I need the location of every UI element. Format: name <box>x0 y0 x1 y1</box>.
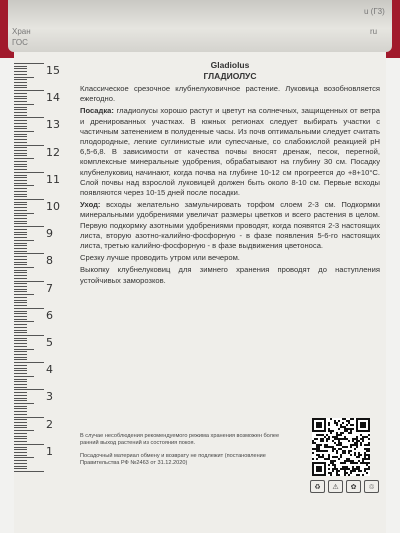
care-paragraph <box>80 200 380 251</box>
ruler-tick <box>14 436 27 437</box>
ruler-number: 15 <box>46 64 60 77</box>
care-text: всходы желательно замульчировать торфом слоем 2-3 см. Подкормки минеральными удобрениями увеличат размеры цветков и всего растения в целом. Первую подкормку азотными удобрениями проводят, когда появятся 2-3 настоящих листа, вторую азотно-калийно-фосфорную - в фазе появления 5-6-го настоящих листа, третью калийно-фосфорную - в фазе выдвижения цветоноса. <box>80 200 380 251</box>
title-latin: Gladiolus <box>210 60 250 70</box>
ruler-tick <box>14 414 27 415</box>
qr-code <box>312 418 370 476</box>
planting-text: гладиолусы хорошо растут и цветут на солнечных, защищенных от ветра и дренированных участках. В южных регионах следует выбирать участки с частичным затенением в полуденные часы. Из почв оптимальными следует считать плодородные, легкие суглинистые или супесчаные, со слабокислой реакцией рН 6,5-6,8. В зависимости от качества почвы вносят дренаж, песок, перегной, комплексные минеральные удобрения, обрабатывают на глубину 30 см. Посадку клубнелуковиц начинают, когда почва на глубине 10-12 см прогреется до +8+10°C. Слой почвы над взрослой луковицей должен быть около 8-10 см. Первые всходы появляются через 10-15 дней после посадки. <box>80 106 380 198</box>
ruler-tick <box>14 256 27 257</box>
ruler-tick <box>14 392 27 393</box>
ruler-tick <box>14 142 27 143</box>
ruler-tick <box>14 202 27 203</box>
intro-paragraph: Классическое срезочное клубнелуковичное растение. Луковица возобновляется ежегодно. <box>80 84 380 104</box>
ruler-tick <box>14 161 27 162</box>
ruler-tick <box>14 101 27 102</box>
ruler-tick <box>14 85 27 86</box>
ruler-tick <box>14 272 27 273</box>
ruler-tick <box>14 419 27 420</box>
ruler-tick <box>14 229 27 230</box>
ruler-tick <box>14 199 44 200</box>
ruler-tick <box>14 218 27 219</box>
ruler-tick <box>14 226 44 227</box>
ruler-tick <box>14 321 34 322</box>
ruler-tick <box>14 120 27 121</box>
ruler-tick <box>14 155 27 156</box>
ruler-tick <box>14 123 27 124</box>
ruler-tick <box>14 66 27 67</box>
ruler-tick <box>14 433 27 434</box>
ruler-tick <box>14 164 27 165</box>
ruler-number: 14 <box>46 91 60 105</box>
ruler-number: 12 <box>46 145 60 159</box>
ruler-tick <box>14 302 27 303</box>
ruler-tick <box>14 340 27 341</box>
ruler-tick <box>14 471 44 472</box>
ruler-number: 5 <box>46 336 53 349</box>
ruler-tick <box>14 68 27 69</box>
top-left-text-2: ГОС <box>12 38 28 47</box>
ruler-tick <box>14 379 27 380</box>
ruler-tick <box>14 175 27 176</box>
ruler-tick <box>14 400 27 401</box>
ruler-tick <box>14 215 27 216</box>
ruler-tick <box>14 104 34 105</box>
ruler-tick <box>14 172 44 173</box>
ruler-tick <box>14 438 27 439</box>
ruler-tick <box>14 126 27 127</box>
ruler-tick <box>14 177 27 178</box>
ruler-tick <box>14 115 27 116</box>
recycle-icon: ♻ <box>310 480 325 493</box>
ruler-tick <box>14 373 27 374</box>
ruler-tick <box>14 359 27 360</box>
ruler-tick <box>14 87 27 88</box>
ruler-tick <box>14 357 27 358</box>
ruler-tick <box>14 351 27 352</box>
ruler-number: 6 <box>46 308 53 322</box>
ruler-tick <box>14 324 27 325</box>
ruler-tick <box>14 327 27 328</box>
ruler-tick <box>14 213 34 214</box>
ruler-tick <box>14 381 27 382</box>
ruler-tick <box>14 278 27 279</box>
ruler-tick <box>14 422 27 423</box>
ruler-tick <box>14 267 34 268</box>
ruler-tick <box>14 368 27 369</box>
ruler-tick <box>14 283 27 284</box>
ruler-tick <box>14 79 27 80</box>
ruler-tick <box>14 427 27 428</box>
ruler-tick <box>14 183 27 184</box>
ruler-tick <box>14 82 27 83</box>
cut-paragraph: Срезку лучше проводить утром или вечером. <box>80 253 240 263</box>
ruler-tick <box>14 112 27 113</box>
qr-code-graphic <box>312 418 370 476</box>
ruler-tick <box>14 109 27 110</box>
ruler-tick <box>14 63 44 64</box>
packet-top-band <box>0 0 400 58</box>
ruler-tick <box>14 270 27 271</box>
ruler-tick <box>14 286 27 287</box>
ruler-tick <box>14 365 27 366</box>
ruler-tick <box>14 291 27 292</box>
ruler-tick <box>14 463 27 464</box>
ruler-tick <box>14 417 44 418</box>
ruler-tick <box>14 221 27 222</box>
storage-note: В случае несоблюдения рекомендуемого режима хранения возможен более ранний выход растений из состояния покоя. <box>80 433 280 447</box>
ruler-number: 7 <box>46 281 53 295</box>
top-right-text-2: ru <box>370 27 378 36</box>
ruler-tick <box>14 281 44 282</box>
ruler-tick <box>14 338 27 339</box>
ruler-tick <box>14 234 27 235</box>
ruler-tick <box>14 169 27 170</box>
ruler-tick <box>14 245 27 246</box>
ruler-tick <box>14 240 34 241</box>
ruler-tick <box>14 457 34 458</box>
flower-icon: ✿ <box>346 480 361 493</box>
ruler-tick <box>14 223 27 224</box>
ruler-tick <box>14 150 27 151</box>
packet-window <box>8 0 392 52</box>
ruler-tick <box>14 275 27 276</box>
ruler-tick <box>14 191 27 192</box>
certification-badges <box>297 480 379 494</box>
ruler-tick <box>14 289 27 290</box>
ruler-tick <box>14 294 34 295</box>
ruler-tick <box>14 262 27 263</box>
ruler-tick <box>14 74 27 75</box>
ruler-tick <box>14 370 27 371</box>
recycle-alt-icon: ♲ <box>364 480 379 493</box>
ruler-tick <box>14 406 27 407</box>
footer-notes <box>80 433 295 473</box>
ruler-number: 8 <box>46 254 53 268</box>
ruler-tick <box>14 411 27 412</box>
ruler-tick <box>14 332 27 333</box>
ruler-tick <box>14 264 27 265</box>
instructions-text <box>80 60 380 288</box>
ruler-tick <box>14 251 27 252</box>
ruler-tick <box>14 134 27 135</box>
ruler-tick <box>14 107 27 108</box>
ruler-tick <box>14 319 27 320</box>
ruler-tick <box>14 466 27 467</box>
ruler-tick <box>14 452 27 453</box>
ruler-tick <box>14 117 44 118</box>
ruler-tick <box>14 398 27 399</box>
top-right-text-1: u (Г3) <box>364 7 385 16</box>
ruler-number: 13 <box>46 118 60 132</box>
ruler-tick <box>14 248 27 249</box>
ruler-tick <box>14 444 44 445</box>
ruler-tick <box>14 166 27 167</box>
ruler-tick <box>14 232 27 233</box>
ruler-number: 1 <box>46 444 53 458</box>
ruler-scale <box>14 58 64 478</box>
ruler-tick <box>14 425 27 426</box>
ruler-tick <box>14 346 27 347</box>
ruler-tick <box>14 305 27 306</box>
ruler-tick <box>14 308 44 309</box>
ruler-tick <box>14 408 27 409</box>
ruler-tick <box>14 297 27 298</box>
ruler-tick <box>14 253 44 254</box>
ruler-tick <box>14 387 27 388</box>
ruler-number: 2 <box>46 417 53 431</box>
ruler-tick <box>14 98 27 99</box>
ruler-tick <box>14 447 27 448</box>
title-russian: ГЛАДИОЛУС <box>203 71 257 81</box>
planting-label: Посадка: <box>80 106 114 116</box>
ruler-tick <box>14 354 27 355</box>
ruler-tick <box>14 455 27 456</box>
ruler-number: 3 <box>46 390 53 404</box>
ruler-tick <box>14 194 27 195</box>
care-label: Уход: <box>80 200 101 210</box>
dig-paragraph: Выкопку клубнелуковиц для зимнего хранения проводят до наступления устойчивых заморозков. <box>80 265 380 285</box>
ruler-tick <box>14 158 34 159</box>
ruler-tick <box>14 300 27 301</box>
ruler-tick <box>14 468 27 469</box>
ruler-tick <box>14 311 27 312</box>
ruler-tick <box>14 136 27 137</box>
ruler-tick <box>14 147 27 148</box>
ruler-tick <box>14 403 34 404</box>
ruler-tick <box>14 153 27 154</box>
ruler-tick <box>14 96 27 97</box>
ruler-tick <box>14 90 44 91</box>
ruler-tick <box>14 349 34 350</box>
ruler-tick <box>14 131 34 132</box>
warning-icon: ⚠ <box>328 480 343 493</box>
ruler-number: 10 <box>46 200 60 213</box>
ruler-tick <box>14 93 27 94</box>
ruler-tick <box>14 77 34 78</box>
ruler-tick <box>14 343 27 344</box>
ruler-tick <box>14 188 27 189</box>
ruler-number: 4 <box>46 363 53 377</box>
ruler-tick <box>14 384 27 385</box>
ruler-number: 11 <box>46 172 60 186</box>
ruler-tick <box>14 395 27 396</box>
ruler-tick <box>14 243 27 244</box>
top-left-text-1: Хран <box>12 27 31 36</box>
ruler-number: 9 <box>46 227 53 241</box>
ruler-tick <box>14 430 34 431</box>
ruler-tick <box>14 259 27 260</box>
ruler-tick <box>14 460 27 461</box>
ruler-tick <box>14 196 27 197</box>
ruler-tick <box>14 335 44 336</box>
ruler-tick <box>14 449 27 450</box>
ruler-tick <box>14 71 27 72</box>
ruler-tick <box>14 330 27 331</box>
ruler-tick <box>14 139 27 140</box>
planting-paragraph <box>80 106 380 198</box>
ruler-tick <box>14 313 27 314</box>
ruler-tick <box>14 204 27 205</box>
ruler-tick <box>14 441 27 442</box>
ruler-tick <box>14 128 27 129</box>
return-note: Посадочный материал обмену и возврату не подлежит (постановление Правительства РФ №2463 от 31.12.2020) <box>80 452 266 467</box>
ruler-tick <box>14 362 44 363</box>
ruler-tick <box>14 207 27 208</box>
ruler-tick <box>14 376 34 377</box>
ruler-tick <box>14 237 27 238</box>
ruler-tick <box>14 210 27 211</box>
ruler-tick <box>14 316 27 317</box>
ruler-tick <box>14 180 27 181</box>
ruler-tick <box>14 389 44 390</box>
ruler-tick <box>14 185 34 186</box>
ruler-tick <box>14 145 44 146</box>
